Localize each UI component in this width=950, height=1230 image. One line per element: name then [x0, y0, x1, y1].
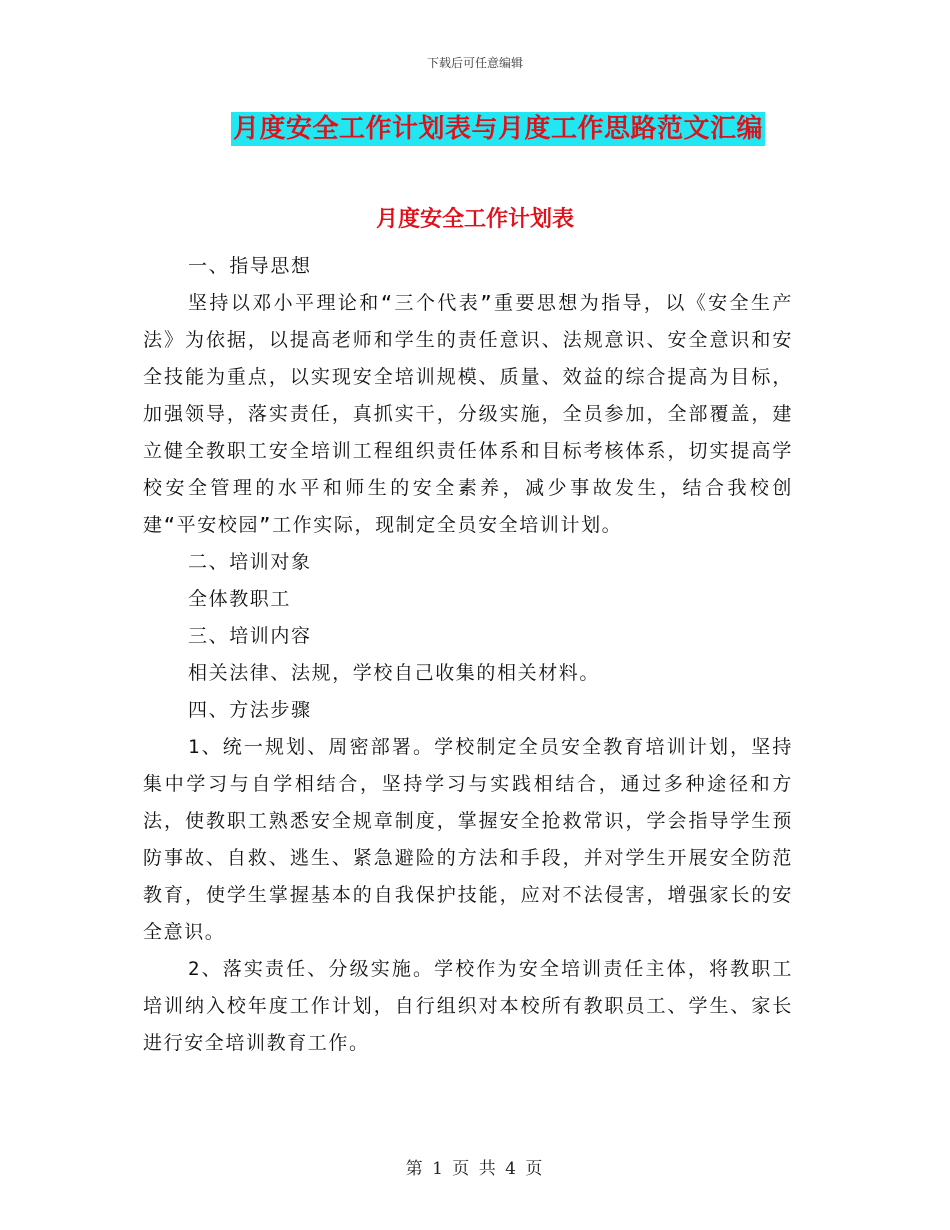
document-title: 月度安全工作计划表与月度工作思路范文汇编	[232, 114, 763, 144]
paragraph-step-1: 1、统一规划、周密部署。学校制定全员安全教育培训计划，坚持集中学习与自学相结合，坚持学习与实践相结合，通过多种途径和方法，使教职工熟悉安全规章制度，掌握安全抢救常识，学会指导学生预防事故、自救、逃生、紧急避险的方法和手段，并对学生开展安全防范教育，使学生掌握基本的自我保护技能，应对不法侵害，增强家长的安全意识。	[143, 736, 793, 943]
heading-training-content: 三、培训内容	[188, 625, 312, 647]
paragraph-guiding-ideology: 坚持以邓小平理论和“三个代表”重要思想为指导，以《安全生产法》为依据，以提高老师和学生的责任意识、法规意识、安全意识和安全技能为重点，以实现安全培训规模、质量、效益的综合提高为目标，加强领导，落实责任，真抓实干，分级实施，全员参加，全部覆盖，建立健全教职工安全培训工程组织责任体系和目标考核体系，切实提高学校安全管理的水平和师生的安全素养，减少事故发生，结合我校创建“平安校园”工作实际，现制定全员安全培训计划。	[143, 292, 793, 536]
paragraph-step-2: 2、落实责任、分级实施。学校作为安全培训责任主体，将教职工培训纳入校年度工作计划，自行组织对本校所有教职员工、学生、家长进行安全培训教育工作。	[143, 958, 793, 1054]
page-header-note: 下载后可任意编辑	[426, 56, 523, 70]
heading-method-steps: 四、方法步骤	[188, 699, 312, 721]
heading-guiding-ideology: 一、指导思想	[188, 255, 312, 277]
paragraph-training-content: 相关法律、法规，学校自己收集的相关材料。	[188, 662, 601, 684]
heading-training-target: 二、培训对象	[188, 551, 312, 573]
document-body	[143, 248, 793, 1062]
section-title: 月度安全工作计划表	[375, 207, 574, 232]
page-number: 第 1 页 共 4 页	[405, 1159, 545, 1179]
paragraph-training-target: 全体教职工	[188, 588, 292, 610]
document-title-container	[0, 112, 950, 146]
